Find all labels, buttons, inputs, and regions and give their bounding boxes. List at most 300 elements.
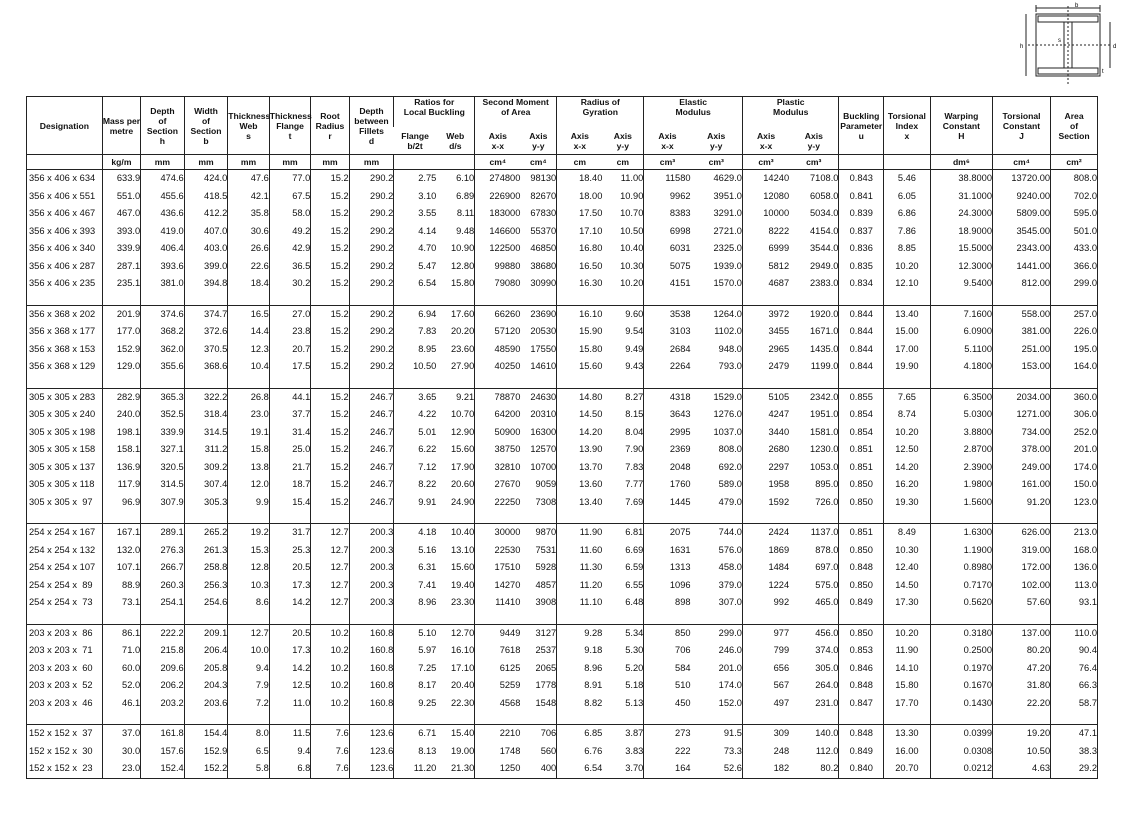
spacer-cell — [1051, 376, 1098, 389]
table-cell: 7.1600 — [930, 305, 992, 323]
table-cell: 10700 — [530, 461, 557, 472]
table-cell: 1250 — [475, 760, 521, 778]
header-plastic-yy: Axis y-y — [804, 130, 823, 151]
table-cell: 19.40 — [450, 579, 475, 590]
units-row — [27, 155, 1098, 170]
table-cell: 12.70 — [436, 624, 474, 642]
table-cell: 812.00 — [993, 275, 1051, 293]
table-cell: 79080 — [475, 275, 521, 293]
spacer-cell — [349, 712, 394, 725]
table-cell: 3908 — [535, 597, 557, 607]
table-cell: 0.851 — [839, 459, 884, 477]
spacer-cell — [436, 293, 474, 306]
table-cell: 2048 — [644, 459, 691, 477]
table-cell: 17510 — [475, 559, 521, 577]
table-cell: 6.31 — [394, 559, 437, 577]
table-cell: 10.90 — [620, 190, 644, 201]
table-cell: 6031 — [644, 240, 691, 258]
table-cell: 10.3 — [228, 577, 270, 595]
table-cell: 31.4 — [269, 424, 311, 442]
table-cell: 226900 — [475, 188, 521, 206]
table-cell: 8.17 — [394, 677, 437, 695]
table-cell: 706 — [520, 725, 556, 743]
table-cell: 11.10 — [557, 594, 603, 612]
group-spacer — [27, 712, 1098, 725]
spacer-cell — [839, 376, 884, 389]
table-cell: 15.2 — [311, 205, 349, 223]
designation-cell: 203 x 203 x 60 — [29, 662, 93, 673]
table-cell: 88.9 — [102, 577, 140, 595]
table-cell: 290.2 — [349, 223, 394, 241]
table-cell: 132.0 — [102, 542, 140, 560]
table-cell: 2369 — [644, 441, 691, 459]
table-cell: 1435.0 — [810, 343, 839, 354]
table-cell: 319.00 — [993, 542, 1051, 560]
table-cell: 42.1 — [228, 188, 270, 206]
diagram-label-s: s — [1058, 38, 1061, 44]
table-cell: 18.7 — [269, 476, 311, 494]
spacer-cell — [102, 376, 140, 389]
table-cell: 16.5 — [228, 305, 270, 323]
spacer-cell — [839, 612, 884, 625]
designation-cell: 305 x 305 x 240 — [29, 409, 96, 419]
table-cell: 1102.0 — [714, 326, 742, 336]
table-cell: 8222 — [742, 223, 789, 241]
spacer-cell — [349, 511, 394, 524]
unit-cell: cm — [602, 155, 644, 170]
table-cell: 23.0 — [228, 406, 270, 424]
table-cell: 290.2 — [349, 240, 394, 258]
table-cell: 0.837 — [839, 223, 884, 241]
table-cell: 30.2 — [269, 275, 311, 293]
table-cell: 66260 — [475, 305, 521, 323]
table-cell: 137.00 — [993, 624, 1051, 642]
table-cell: 0.835 — [839, 258, 884, 276]
table-cell: 213.0 — [1051, 524, 1098, 542]
table-cell: 992 — [742, 594, 789, 612]
header-second-moment-of-area: Second Moment of Area — [475, 97, 557, 128]
table-cell: 372.6 — [184, 323, 228, 341]
table-cell: 0.848 — [839, 725, 884, 743]
table-cell: 8.15 — [625, 409, 644, 419]
table-cell: 52.6 — [723, 763, 742, 773]
table-cell: 0.844 — [839, 323, 884, 341]
table-cell: 474.6 — [141, 170, 185, 188]
designation-cell: 356 x 406 x 634 — [29, 173, 96, 183]
table-cell: 290.2 — [349, 258, 394, 276]
table-row — [27, 494, 1098, 512]
table-cell: 13.60 — [557, 476, 603, 494]
spacer-cell — [644, 612, 691, 625]
table-cell: 309 — [742, 725, 789, 743]
spacer-cell — [993, 612, 1051, 625]
table-cell: 266.7 — [141, 559, 185, 577]
table-cell: 27.90 — [450, 361, 475, 371]
header-torsional-index: Torsional Index x — [884, 97, 931, 155]
table-cell: 58.7 — [1051, 695, 1098, 713]
table-cell: 67.5 — [269, 188, 311, 206]
table-cell: 850 — [644, 624, 691, 642]
table-cell: 136.0 — [1051, 559, 1098, 577]
header-area-of-section: Area of Section — [1051, 97, 1098, 155]
table-cell: 31.80 — [993, 677, 1051, 695]
table-cell: 4687 — [742, 275, 789, 293]
table-row — [27, 677, 1098, 695]
table-cell: 7.9 — [228, 677, 270, 695]
table-cell: 1869 — [742, 542, 789, 560]
table-cell: 40250 — [475, 358, 521, 376]
table-cell: 0.836 — [839, 240, 884, 258]
table-cell: 0.850 — [839, 624, 884, 642]
table-cell: 17.00 — [884, 341, 931, 359]
table-cell: 24630 — [520, 388, 556, 406]
table-cell: 0.855 — [839, 388, 884, 406]
spacer-cell — [557, 376, 603, 389]
table-cell: 6.05 — [884, 188, 931, 206]
table-cell: 4.63 — [993, 760, 1051, 778]
table-cell: 10.40 — [436, 524, 474, 542]
table-cell: 368.6 — [184, 358, 228, 376]
table-cell: 4318 — [644, 388, 691, 406]
table-cell: 17.50 — [557, 205, 603, 223]
table-cell: 6.10 — [456, 173, 475, 183]
designation-cell: 254 x 254 x 167 — [27, 524, 103, 542]
unit-cell: cm³ — [691, 155, 743, 170]
table-cell: 246.7 — [349, 459, 394, 477]
table-cell: 0.7170 — [930, 577, 992, 595]
table-cell: 1760 — [644, 476, 691, 494]
table-cell: 13720.00 — [993, 170, 1051, 188]
table-cell: 15.2 — [311, 424, 349, 442]
table-row — [27, 624, 1098, 642]
table-cell: 10.20 — [884, 624, 931, 642]
table-cell: 14610 — [530, 361, 557, 371]
table-cell: 9.54 — [625, 326, 644, 336]
table-cell: 299.0 — [1051, 275, 1098, 293]
table-cell: 182 — [742, 760, 789, 778]
table-cell: 276.3 — [141, 542, 185, 560]
table-cell: 15.60 — [450, 562, 475, 572]
table-cell: 27.0 — [269, 305, 311, 323]
unit-cell: mm — [141, 155, 185, 170]
spacer-cell — [269, 712, 311, 725]
table-cell: 3127 — [520, 624, 556, 642]
table-cell: 406.4 — [141, 240, 185, 258]
spacer-cell — [436, 511, 474, 524]
table-cell: 12.3 — [228, 341, 270, 359]
table-cell: 22250 — [475, 494, 521, 512]
spacer-cell — [269, 293, 311, 306]
table-cell: 60.0 — [102, 660, 140, 678]
spacer-cell — [884, 712, 931, 725]
table-cell: 2297 — [742, 459, 789, 477]
table-cell: 400 — [540, 763, 557, 773]
table-cell: 5.10 — [394, 624, 437, 642]
spacer-cell — [27, 712, 103, 725]
table-cell: 5.01 — [394, 424, 437, 442]
table-cell: 102.00 — [993, 577, 1051, 595]
table-cell: 352.5 — [141, 406, 185, 424]
table-cell: 6.55 — [625, 579, 644, 590]
designation-cell: 356 x 368 x 153 — [29, 343, 96, 354]
table-cell: 13.40 — [884, 305, 931, 323]
table-row — [27, 760, 1098, 778]
table-cell: 201.0 — [718, 662, 742, 673]
table-row — [27, 223, 1098, 241]
header-second-moment-xx: Axis x-x — [475, 127, 521, 155]
table-cell: 419.0 — [141, 223, 185, 241]
designation-cell: 356 x 406 x 551 — [29, 190, 96, 201]
table-cell: 15.2 — [311, 406, 349, 424]
table-cell: 1271.00 — [993, 406, 1051, 424]
table-cell: 6.22 — [394, 441, 437, 459]
spacer-cell — [930, 712, 992, 725]
table-cell: 200.3 — [349, 577, 394, 595]
spacer-cell — [1051, 293, 1098, 306]
spacer-cell — [520, 376, 556, 389]
table-cell: 17550 — [530, 343, 557, 354]
table-cell: 0.849 — [839, 743, 884, 761]
designation-cell: 356 x 368 x 129 — [29, 361, 96, 371]
table-cell: 4.14 — [394, 223, 437, 241]
table-cell: 1.1900 — [930, 542, 992, 560]
table-cell: 287.1 — [102, 258, 140, 276]
table-cell: 9.43 — [625, 361, 644, 371]
table-cell: 257.0 — [1051, 305, 1098, 323]
spacer-cell — [475, 612, 521, 625]
table-cell: 8.6 — [228, 594, 270, 612]
table-cell: 5.47 — [394, 258, 437, 276]
table-cell: 309.2 — [184, 459, 228, 477]
designation-cell: 254 x 254 x 107 — [29, 562, 96, 572]
table-cell: 4629.0 — [713, 173, 742, 183]
unit-cell — [394, 155, 437, 170]
table-cell: 19.1 — [228, 424, 270, 442]
table-cell: 8.11 — [456, 208, 475, 218]
table-body — [27, 170, 1098, 779]
header-depth-of-section: Depth of Section h — [141, 97, 185, 155]
table-cell: 17.60 — [436, 305, 474, 323]
spacer-cell — [691, 612, 743, 625]
section-properties-table — [26, 96, 1098, 779]
spacer-cell — [141, 511, 185, 524]
spacer-cell — [184, 712, 228, 725]
table-cell: 702.0 — [1051, 188, 1098, 206]
table-cell: 360.0 — [1051, 388, 1098, 406]
table-cell: 160.8 — [349, 624, 394, 642]
table-cell: 195.0 — [1051, 341, 1098, 359]
group-spacer — [27, 511, 1098, 524]
table-cell: 246.7 — [349, 494, 394, 512]
table-cell: 222 — [644, 743, 691, 761]
table-cell: 12.5 — [269, 677, 311, 695]
table-cell: 551.0 — [102, 188, 140, 206]
table-cell: 11.90 — [884, 642, 931, 660]
table-cell: 254.1 — [141, 594, 185, 612]
unit-cell: kg/m — [102, 155, 140, 170]
table-cell: 320.5 — [141, 459, 185, 477]
table-cell: 201.0 — [1051, 441, 1098, 459]
table-cell: 11.00 — [620, 173, 644, 183]
spacer-cell — [789, 712, 839, 725]
table-cell: 29.2 — [1051, 760, 1098, 778]
table-cell: 6.48 — [625, 597, 644, 607]
table-cell: 6058.0 — [810, 190, 839, 201]
table-cell: 6.69 — [625, 544, 644, 555]
spacer-cell — [742, 612, 789, 625]
table-cell: 322.2 — [184, 388, 228, 406]
table-cell: 339.9 — [141, 424, 185, 442]
table-cell: 2343.00 — [993, 240, 1051, 258]
table-cell: 11.0 — [269, 695, 311, 713]
table-cell: 38.3 — [1051, 743, 1098, 761]
table-cell: 1548 — [535, 697, 557, 708]
table-cell: 15.60 — [557, 358, 603, 376]
table-cell: 15.2 — [311, 323, 349, 341]
table-cell: 7.12 — [394, 459, 437, 477]
table-cell: 15.2 — [311, 170, 349, 188]
spacer-cell — [184, 612, 228, 625]
table-cell: 9449 — [475, 624, 521, 642]
table-cell: 0.851 — [839, 524, 884, 542]
table-cell: 7108.0 — [810, 173, 839, 183]
table-cell: 0.841 — [839, 188, 884, 206]
table-cell: 3951.0 — [713, 190, 742, 201]
table-cell: 160.8 — [349, 677, 394, 695]
table-cell: 0.854 — [839, 406, 884, 424]
table-cell: 35.8 — [228, 205, 270, 223]
table-row — [27, 695, 1098, 713]
spacer-cell — [27, 293, 103, 306]
table-row — [27, 305, 1098, 323]
table-cell: 510 — [644, 677, 691, 695]
table-cell: 98130 — [530, 173, 557, 183]
table-cell: 3544.0 — [810, 243, 839, 253]
table-cell: 0.834 — [839, 275, 884, 293]
table-cell: 78870 — [475, 388, 521, 406]
table-cell: 10.2 — [311, 642, 349, 660]
table-cell: 91.5 — [691, 725, 743, 743]
spacer-cell — [311, 712, 349, 725]
table-cell: 7.25 — [394, 660, 437, 678]
spacer-cell — [184, 293, 228, 306]
table-cell: 157.6 — [141, 743, 185, 761]
spacer-cell — [27, 511, 103, 524]
header-buckling-parameter: Buckling Parameter u — [839, 97, 884, 155]
table-cell: 455.6 — [141, 188, 185, 206]
table-cell: 0.0399 — [930, 725, 992, 743]
table-cell: 17.30 — [884, 594, 931, 612]
spacer-cell — [228, 293, 270, 306]
table-row — [27, 660, 1098, 678]
table-cell: 7.6 — [311, 760, 349, 778]
table-cell: 3291.0 — [713, 208, 742, 218]
unit-cell: cm³ — [742, 155, 789, 170]
table-cell: 14.4 — [228, 323, 270, 341]
table-cell: 80.2 — [820, 763, 839, 773]
table-cell: 1037.0 — [713, 426, 742, 437]
table-cell: 17.10 — [450, 662, 475, 673]
table-cell: 1778 — [535, 680, 557, 690]
table-cell: 0.846 — [839, 660, 884, 678]
spacer-cell — [349, 376, 394, 389]
table-cell: 362.0 — [141, 341, 185, 359]
table-cell: 12.7 — [311, 524, 349, 542]
table-cell: 9.28 — [557, 624, 603, 642]
unit-cell: dm⁶ — [930, 155, 992, 170]
table-row — [27, 388, 1098, 406]
table-cell: 1958 — [742, 476, 789, 494]
table-cell: 22.20 — [993, 695, 1051, 713]
table-cell: 152.9 — [184, 743, 228, 761]
table-cell: 32810 — [475, 459, 521, 477]
designation-cell: 203 x 203 x 86 — [27, 624, 103, 642]
table-cell: 264.0 — [815, 680, 839, 690]
spacer-cell — [930, 511, 992, 524]
header-elastic-xx: Axis x-x — [644, 127, 691, 155]
unit-cell: mm — [269, 155, 311, 170]
table-cell: 6.54 — [394, 275, 437, 293]
table-cell: 0.851 — [839, 441, 884, 459]
unit-cell: cm⁴ — [520, 155, 556, 170]
spacer-cell — [742, 712, 789, 725]
table-cell: 290.2 — [349, 188, 394, 206]
table-cell: 18.4 — [228, 275, 270, 293]
table-cell: 8.04 — [625, 426, 644, 437]
table-cell: 23690 — [520, 305, 556, 323]
table-cell: 9.18 — [557, 642, 603, 660]
table-row — [27, 524, 1098, 542]
table-cell: 10.30 — [620, 260, 644, 271]
table-cell: 13.30 — [884, 725, 931, 743]
table-cell: 261.3 — [184, 542, 228, 560]
table-cell: 2325.0 — [713, 243, 742, 253]
spacer-cell — [349, 293, 394, 306]
header-torsional-constant: Torsional Constant J — [993, 97, 1051, 155]
table-cell: 8.82 — [557, 695, 603, 713]
table-cell: 1137.0 — [789, 524, 839, 542]
spacer-cell — [27, 376, 103, 389]
table-cell: 2034.00 — [993, 388, 1051, 406]
table-row — [27, 743, 1098, 761]
spacer-cell — [839, 511, 884, 524]
table-cell: 10.70 — [450, 409, 475, 419]
table-cell: 2342.0 — [789, 388, 839, 406]
table-cell: 5034.0 — [810, 208, 839, 218]
table-cell: 1939.0 — [713, 260, 742, 271]
table-cell: 20.60 — [450, 479, 475, 489]
table-cell: 206.2 — [141, 677, 185, 695]
table-cell: 16300 — [530, 426, 557, 437]
table-cell: 2383.0 — [810, 278, 839, 288]
table-cell: 3643 — [644, 406, 691, 424]
table-cell: 290.2 — [349, 323, 394, 341]
table-cell: 0.849 — [839, 594, 884, 612]
table-cell: 17.5 — [269, 358, 311, 376]
table-cell: 7308 — [535, 496, 557, 507]
table-cell: 168.0 — [1051, 542, 1098, 560]
table-cell: 14.2 — [269, 660, 311, 678]
table-cell: 633.9 — [102, 170, 140, 188]
table-cell: 0.848 — [839, 677, 884, 695]
table-cell: 10000 — [742, 205, 789, 223]
table-cell: 251.00 — [993, 341, 1051, 359]
table-cell: 205.8 — [184, 660, 228, 678]
spacer-cell — [691, 293, 743, 306]
table-cell: 3.83 — [625, 745, 644, 756]
table-row — [27, 476, 1098, 494]
designation-cell: 305 x 305 x 97 — [29, 496, 93, 507]
